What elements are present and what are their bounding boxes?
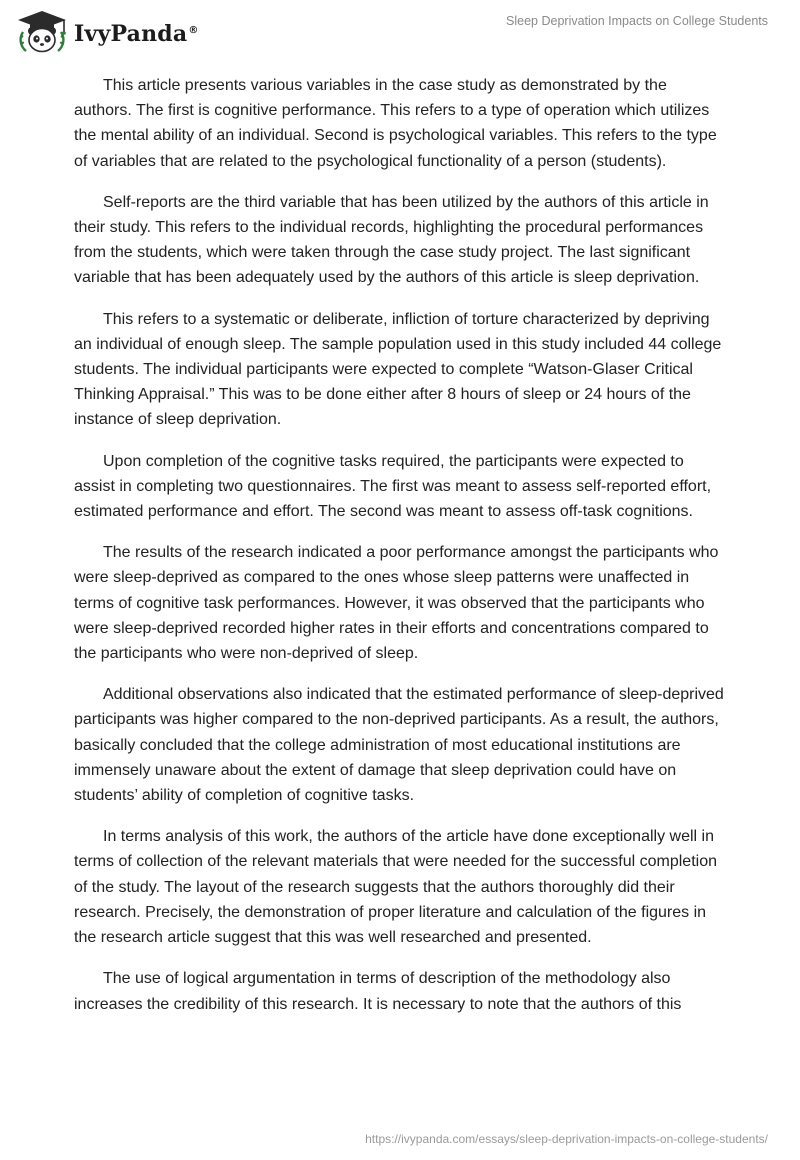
registered-mark: ® (188, 24, 199, 36)
paragraph: Upon completion of the cognitive tasks required, the participants were expected to assist in completing two questionnaires. The first was meant to assess self-reported effort, estimated performance and effort. The second was meant to assess off-task cognitions. (74, 452, 712, 521)
brand-logo[interactable] (14, 8, 199, 56)
document-title: Sleep Deprivation Impacts on College Students (506, 14, 768, 28)
source-url[interactable]: https://ivypanda.com/essays/sleep-deprivation-impacts-on-college-students/ (365, 1132, 768, 1146)
article-body (74, 73, 728, 1033)
paragraph: Self-reports are the third variable that has been utilized by the authors of this article in their study. This refers to the individual records, highlighting the procedural performances from the students, which were taken through the case study project. The last significant variable that has been adequately used by the authors of this article is sleep deprivation. (74, 193, 709, 287)
paragraph: The results of the research indicated a poor performance amongst the participants who were sleep-deprived as compared to the ones whose sleep patterns were unaffected in terms of cognitive task performances. However, it was observed that the participants who were sleep-deprived recorded higher rates in their efforts and concentrations compared to the participants who were non-deprived of sleep. (74, 544, 719, 663)
paragraph: In terms analysis of this work, the authors of the article have done exceptionally well in terms of collection of the relevant materials that were needed for the successful completion of the study. The layout of the research suggests that the authors thoroughly did their research. Precisely, the demonstration of proper literature and calculation of the figures in the research article suggest that this was well researched and presented. (74, 828, 717, 947)
brand-name-text: IvyPanda (74, 21, 188, 47)
page-header (0, 0, 800, 60)
paragraph: Additional observations also indicated that the estimated performance of sleep-deprived participants was higher compared to the non-deprived participants. As a result, the authors, basically concluded that the college administration of most educational institutions are immensely unaware about the extent of damage that sleep deprivation could have on students’ ability of completion of cognitive tasks. (74, 686, 724, 805)
paragraph: This article presents various variables in the case study as demonstrated by the authors. The first is cognitive performance. This refers to a type of operation which utilizes the mental ability of an individual. Second is psychological variables. This refers to the type of variables that are related to the psychological functionality of a person (students). (74, 77, 717, 170)
paragraph: The use of logical argumentation in terms of description of the methodology also increases the credibility of this research. It is necessary to note that the authors of this (74, 970, 682, 1013)
panda-graduate-icon (14, 8, 70, 56)
brand-name (74, 21, 199, 47)
paragraph: This refers to a systematic or deliberate, infliction of torture characterized by depriving an individual of enough sleep. The sample population used in this study included 44 college students. The individual participants were expected to complete “Watson-Glaser Critical Thinking Appraisal.” This was to be done either after 8 hours of sleep or 24 hours of the instance of sleep deprivation. (74, 310, 722, 429)
